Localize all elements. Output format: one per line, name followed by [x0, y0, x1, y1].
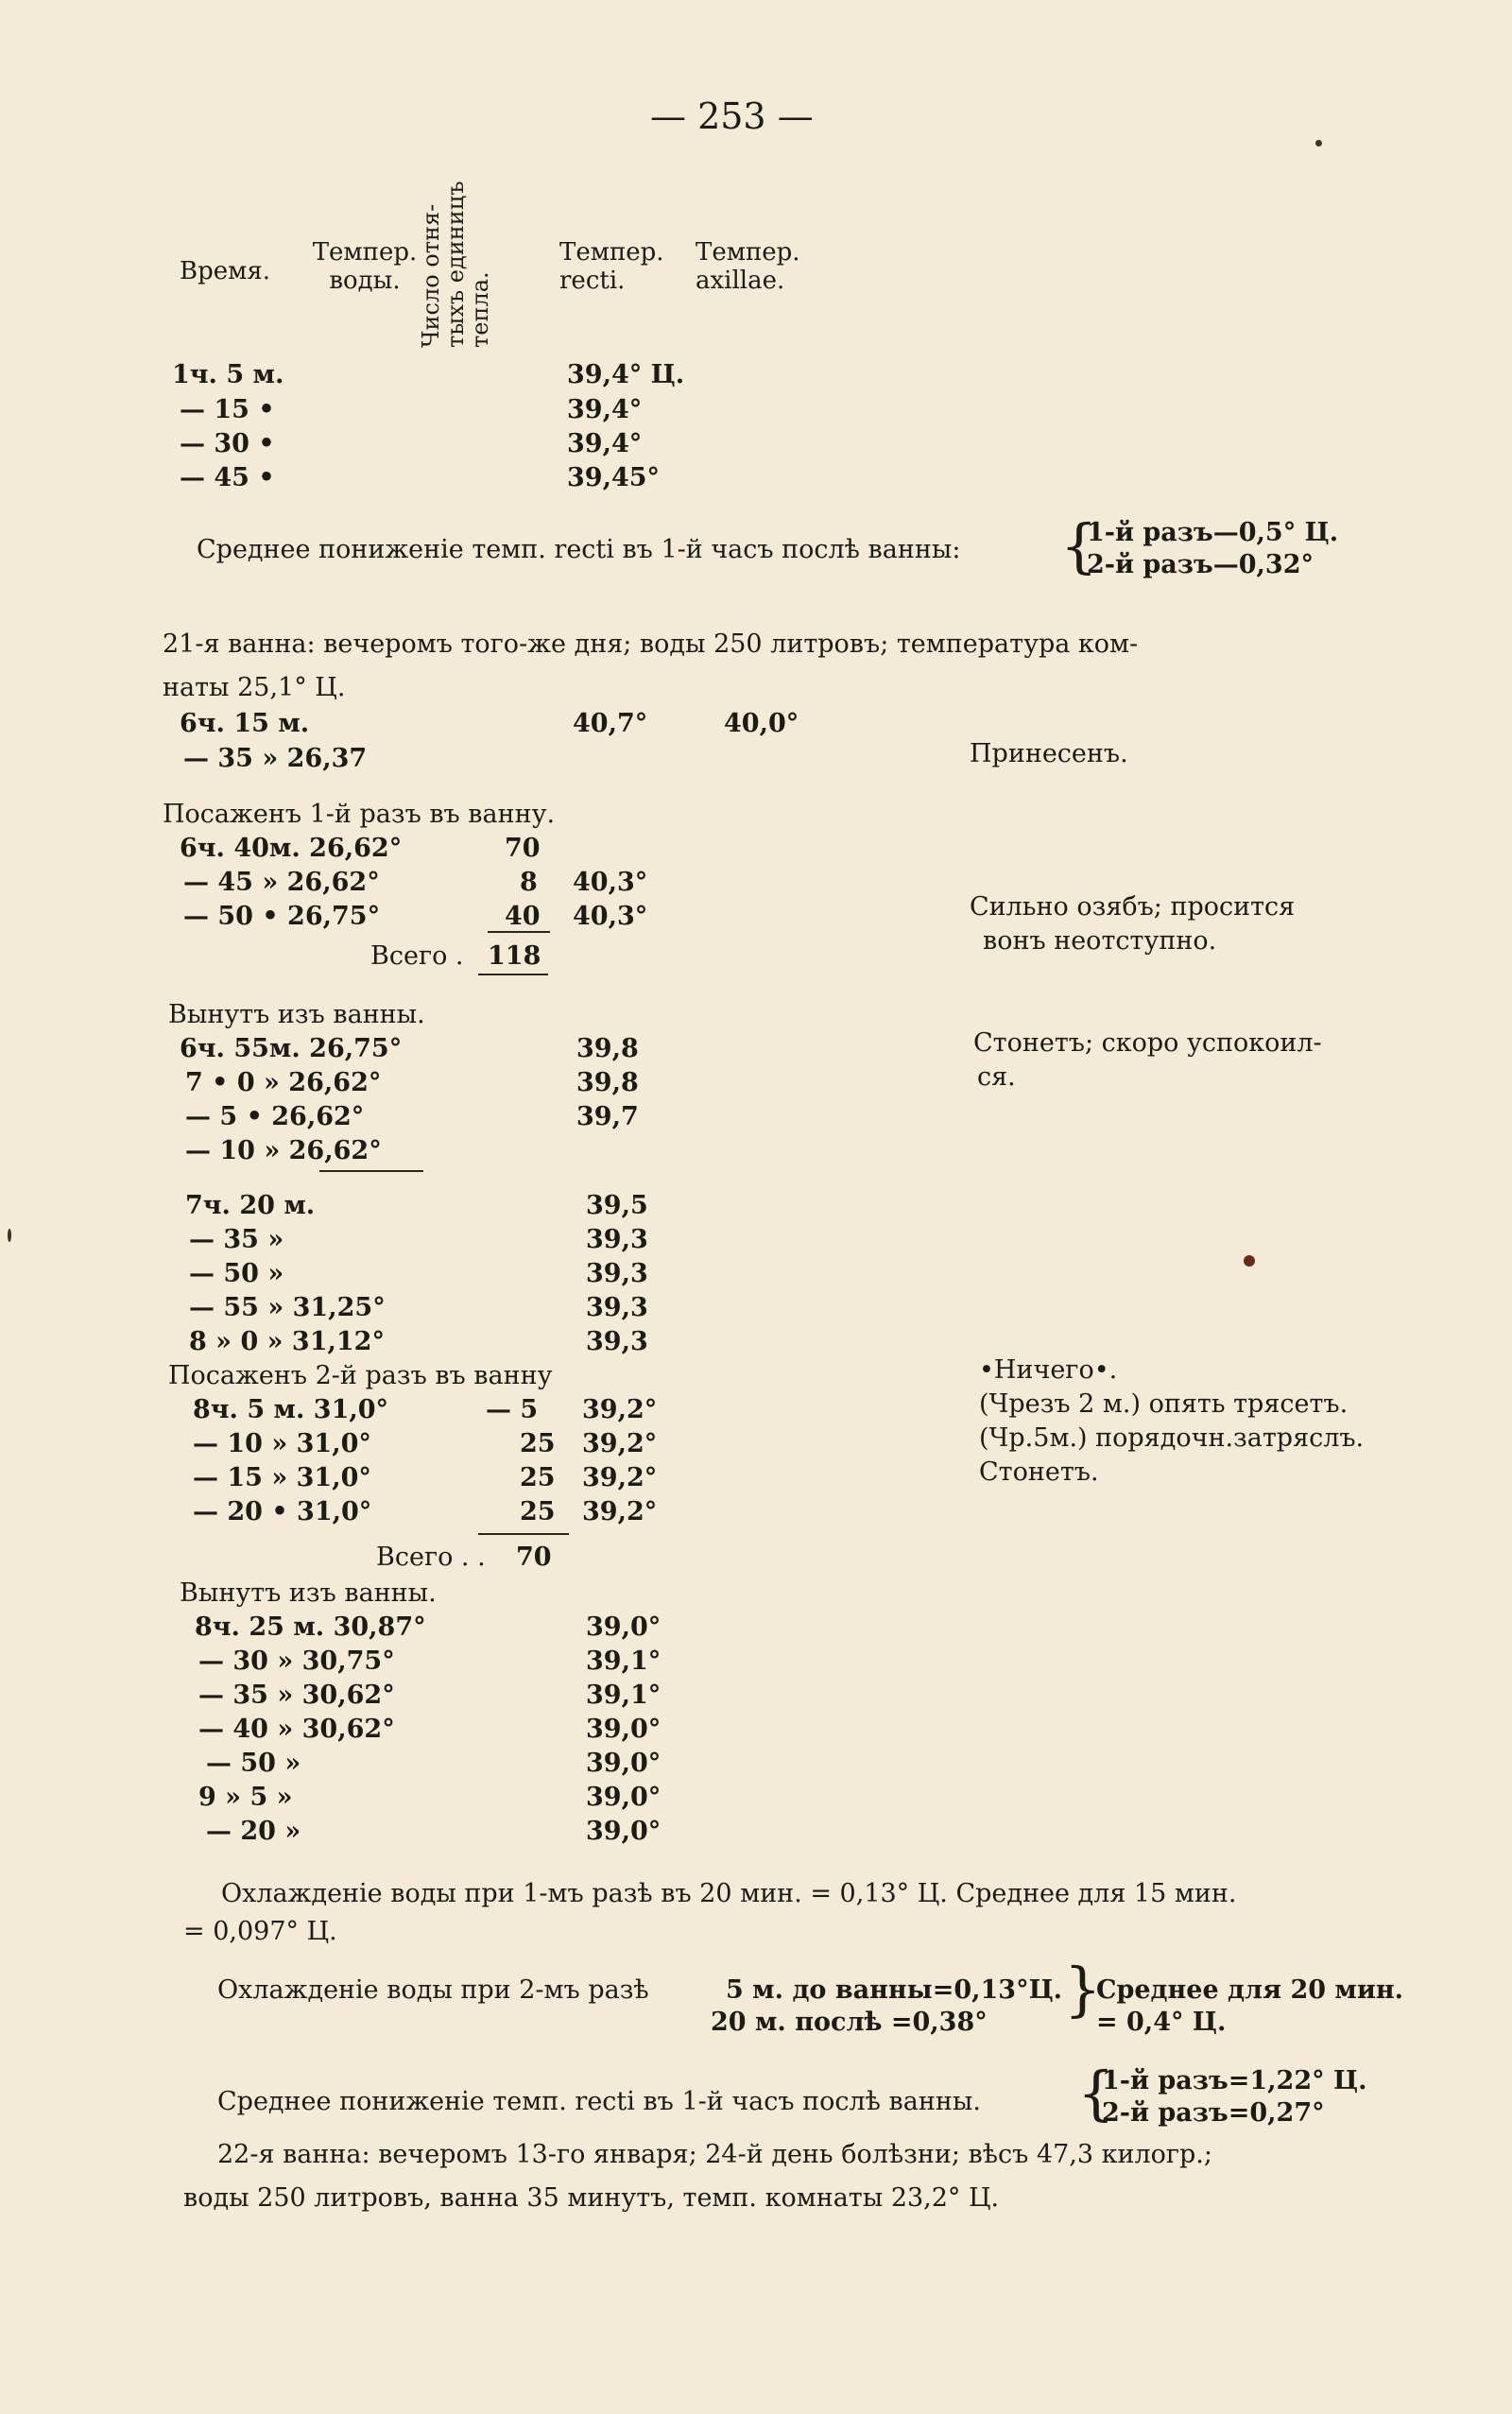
table-row-recti: 39,0° [586, 1612, 662, 1642]
table-row-time: — 50 • 26,75° [183, 902, 381, 931]
table-row-time: — 45 • [180, 463, 275, 492]
water-cooling-average-value: = 0,4° Ц. [1096, 2008, 1227, 2037]
total-value: 70 [516, 1543, 552, 1572]
table-row-time: — 50 » [206, 1749, 301, 1778]
table-row-recti: 40,7° [573, 709, 648, 738]
ink-speck [1244, 1255, 1255, 1267]
table-row-recti: 39,8 [576, 1034, 639, 1063]
table-row-time: 7 • 0 » 26,62° [185, 1068, 382, 1097]
underline-rule [319, 1170, 423, 1172]
header-rectal-temp: Темпер. recti. [559, 238, 664, 295]
table-row-recti: 39,2° [582, 1395, 658, 1424]
table-row-time: — 55 » 31,25° [189, 1293, 386, 1322]
table-row-recti: 39,2° [582, 1463, 658, 1492]
bath-21-room-temp: наты 25,1° Ц. [163, 673, 346, 702]
table-row-units: — 5 [486, 1395, 539, 1424]
total-label: Всего . . [376, 1543, 486, 1572]
table-row-recti: 39,0° [586, 1783, 662, 1812]
note-moaning-cont: ся. [977, 1062, 1016, 1092]
table-row-time: — 30 • [180, 429, 275, 458]
table-row-time: — 35 » [189, 1225, 284, 1254]
note-chilled-cont: вонъ неотступно. [983, 926, 1217, 956]
table-row-recti: 39,0° [586, 1749, 662, 1778]
table-row-recti: 39,4° [567, 429, 643, 458]
table-row-recti: 39,3 [586, 1259, 648, 1288]
brace-symbol: { [1077, 2059, 1115, 2128]
table-row-recti: 39,4° [567, 395, 643, 424]
table-row-time: — 45 » 26,62° [183, 868, 380, 897]
page-number: — 253 — [650, 95, 814, 137]
bath-22-details: воды 250 литровъ, ванна 35 минутъ, темп. комнаты 23,2° Ц. [183, 2183, 1000, 2213]
average-first: 1-й разъ=1,22° Ц. [1102, 2066, 1367, 2095]
water-cooling-average: Среднее для 20 мин. [1096, 1975, 1404, 2005]
brace-symbol: { [1060, 511, 1098, 580]
table-row-recti: 39,4° Ц. [567, 360, 685, 389]
header-axillary-temp: Темпер. axillae. [696, 238, 800, 295]
water-cooling-first-cont: = 0,097° Ц. [183, 1917, 337, 1946]
note-shaking: (Чрезъ 2 м.) опять трясетъ. [979, 1389, 1349, 1419]
table-row-time: — 15 » 31,0° [193, 1463, 371, 1492]
table-row-recti: 39,2° [582, 1497, 658, 1526]
removed-first-title: Вынутъ изъ ванны. [168, 1000, 425, 1029]
bath-22-heading: 22-я ванна: вечеромъ 13-го января; 24-й день болѣзни; вѣсъ 47,3 килогр.; [217, 2140, 1212, 2169]
seated-first-title: Посаженъ 1-й разъ въ ванну. [163, 800, 556, 829]
average-second: 2-й разъ—0,32° [1087, 550, 1314, 579]
table-row-time: — 30 » 30,75° [198, 1647, 395, 1676]
table-row-units: 25 [520, 1497, 556, 1526]
table-row-recti: 40,3° [573, 868, 648, 897]
note-brought: Принесенъ. [970, 739, 1128, 768]
table-row-units: 25 [520, 1463, 556, 1492]
table-row-time: 6ч. 55м. 26,75° [180, 1034, 403, 1063]
note-shook: (Чр.5м.) порядочн.затряслъ. [979, 1423, 1365, 1453]
bath-21-heading: 21-я ванна: вечеромъ того-же дня; воды 250 литровъ; температура ком- [163, 629, 1139, 659]
table-row-recti: 39,0° [586, 1715, 662, 1744]
seated-second-title: Посаженъ 2-й разъ въ ванну [168, 1361, 553, 1390]
table-row-recti: 39,7 [576, 1102, 639, 1131]
table-row-time: 1ч. 5 м. [172, 360, 284, 389]
note-nothing: •Ничего•. [979, 1355, 1118, 1385]
table-row-recti: 39,3 [586, 1327, 648, 1356]
table-row-recti: 39,45° [567, 463, 661, 492]
water-cooling-before: 5 м. до ванны=0,13°Ц. [726, 1975, 1063, 2005]
sum-rule [478, 1533, 569, 1535]
table-row-time: 8ч. 25 м. 30,87° [195, 1612, 426, 1642]
table-row-time: — 5 • 26,62° [185, 1102, 365, 1131]
table-row-time: 8 » 0 » 31,12° [189, 1327, 385, 1356]
average-second: 2-й разъ=0,27° [1102, 2098, 1325, 2128]
header-heat-units: Число отня- тыхъ единицъ тепла. [418, 181, 493, 348]
table-row-time: — 20 » [206, 1817, 301, 1846]
table-row-recti: 39,0° [586, 1817, 662, 1846]
water-cooling-after: 20 м. послѣ =0,38° [711, 2008, 988, 2037]
average-decrease-text: Среднее пониженіе темп. recti въ 1-й часъ послѣ ванны: [197, 535, 961, 564]
table-row-recti: 39,5 [586, 1191, 648, 1220]
table-row-time: — 10 » 31,0° [193, 1429, 371, 1458]
table-row-time: 9 » 5 » [198, 1783, 293, 1812]
table-row-time: 6ч. 15 м. [180, 709, 310, 738]
note-chilled: Сильно озябъ; просится [970, 892, 1296, 922]
water-cooling-first: Охлажденіе воды при 1-мъ разѣ въ 20 мин. = 0,13° Ц. Среднее для 15 мин. [221, 1879, 1237, 1908]
ink-speck [8, 1229, 11, 1242]
note-moaning: Стонетъ; скоро успокоил- [973, 1028, 1322, 1058]
table-row-units: 40 [505, 902, 541, 931]
brace-symbol: } [1064, 1955, 1102, 2024]
table-row-recti: 39,1° [586, 1681, 662, 1710]
total-rule [478, 974, 548, 975]
total-label: Всего . [370, 941, 464, 971]
table-row-recti: 39,2° [582, 1429, 658, 1458]
table-row-time: — 10 » 26,62° [185, 1136, 382, 1165]
table-row-time: — 15 • [180, 395, 275, 424]
table-row-recti: 39,8 [576, 1068, 639, 1097]
table-row-units: 70 [505, 834, 541, 863]
header-time: Время. [180, 257, 271, 285]
average-decrease-text: Среднее пониженіе темп. recti въ 1-й часъ послѣ ванны. [217, 2087, 981, 2116]
water-cooling-second: Охлажденіе воды при 2-мъ разѣ [217, 1975, 649, 2005]
table-row-time: 7ч. 20 м. [185, 1191, 316, 1220]
table-row-time: — 20 • 31,0° [193, 1497, 372, 1526]
table-row-recti: 40,3° [573, 902, 648, 931]
table-row-time: — 50 » [189, 1259, 284, 1288]
header-water-temp: Темпер. воды. [312, 238, 418, 295]
table-row-recti: 39,3 [586, 1293, 648, 1322]
table-row-units: 25 [520, 1429, 556, 1458]
table-row-recti: 39,1° [586, 1647, 662, 1676]
removed-second-title: Вынутъ изъ ванны. [180, 1578, 437, 1608]
table-row-time: — 35 » 26,37 [183, 744, 368, 773]
sum-rule [488, 931, 550, 933]
average-first: 1-й разъ—0,5° Ц. [1087, 518, 1339, 547]
table-row-units: 8 [520, 868, 538, 897]
table-row-axillae: 40,0° [724, 709, 799, 738]
table-row-time: — 35 » 30,62° [198, 1681, 395, 1710]
table-row-time: 6ч. 40м. 26,62° [180, 834, 403, 863]
note-moans: Стонетъ. [979, 1457, 1099, 1487]
total-value: 118 [488, 941, 541, 971]
table-row-time: 8ч. 5 м. 31,0° [193, 1395, 389, 1424]
table-row-recti: 39,3 [586, 1225, 648, 1254]
ink-speck [1315, 140, 1322, 147]
table-row-time: — 40 » 30,62° [198, 1715, 395, 1744]
